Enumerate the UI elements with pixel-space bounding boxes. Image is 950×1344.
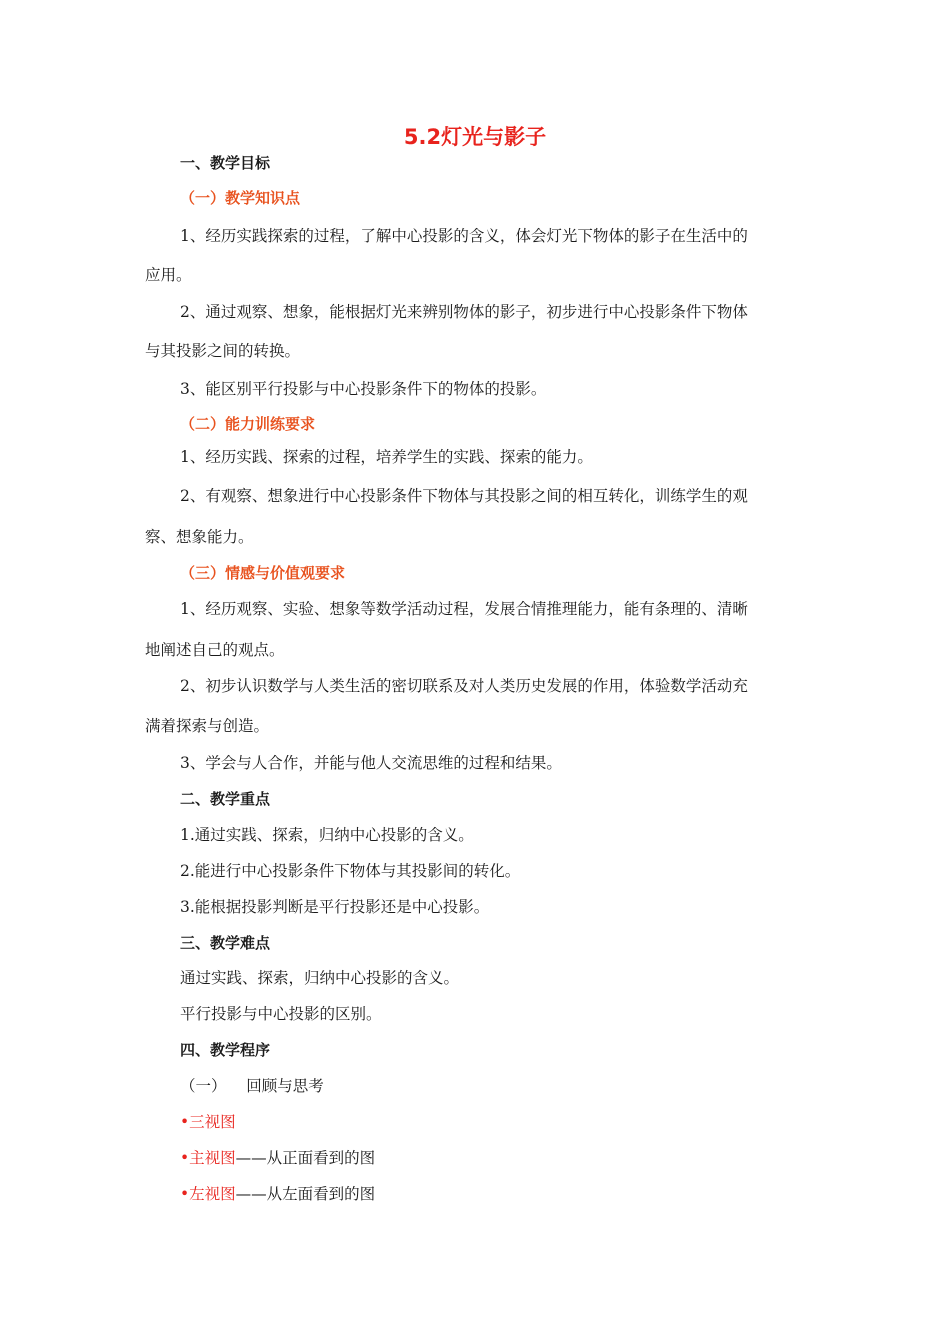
bullet-three-views: •三视图 [180,1113,236,1131]
paragraph-7a: 2、初步认识数学与人类生活的密切联系及对人类历史发展的作用，体验数学活动充 [180,677,748,695]
paragraph-4: 1、经历实践、探索的过程，培养学生的实践、探索的能力。 [180,448,593,466]
bullet-front-view [180,1148,375,1168]
paragraph-6a: 1、经历观察、实验、想象等数学活动过程，发展合情推理能力，能有条理的、清晰 [180,600,748,618]
procedure-subheading-review: （一） 回顾与思考 [180,1077,324,1095]
bullet-left-view [180,1184,375,1204]
paragraph-8: 3、学会与人合作，并能与他人交流思维的过程和结果。 [180,754,562,772]
section-heading-key-points: 二、教学重点 [180,790,271,808]
section-heading-objectives: 一、教学目标 [180,154,271,172]
paragraph-7b: 满着探索与创造。 [145,717,270,735]
difficulty-2: 平行投影与中心投影的区别。 [180,1005,382,1023]
document-title: 5.2灯光与影子 [403,125,547,149]
subheading-knowledge: （一）教学知识点 [180,189,301,207]
paragraph-6b: 地阐述自己的观点。 [145,641,285,659]
paragraph-3: 3、能区别平行投影与中心投影条件下的物体的投影。 [180,380,547,398]
section-heading-procedure: 四、教学程序 [180,1041,271,1059]
subheading-ability: （二）能力训练要求 [180,415,316,433]
bullet-left-view-term: •左视图 [180,1185,236,1203]
paragraph-5b: 察、想象能力。 [145,528,254,546]
paragraph-2b: 与其投影之间的转换。 [145,342,301,360]
paragraph-2a: 2、通过观察、想象，能根据灯光来辨别物体的影子，初步进行中心投影条件下物体 [180,303,748,321]
bullet-left-view-desc: ——从左面看到的图 [235,1185,376,1203]
section-heading-difficulties: 三、教学难点 [180,934,271,952]
bullet-front-view-term: •主视图 [180,1149,236,1167]
paragraph-1b: 应用。 [145,266,192,284]
key-point-3: 3.能根据投影判断是平行投影还是中心投影。 [180,898,490,916]
key-point-1: 1.通过实践、探索，归纳中心投影的含义。 [180,826,474,844]
paragraph-5a: 2、有观察、想象进行中心投影条件下物体与其投影之间的相互转化，训练学生的观 [180,487,748,505]
bullet-front-view-desc: ——从正面看到的图 [235,1149,376,1167]
difficulty-1: 通过实践、探索，归纳中心投影的含义。 [180,969,460,987]
subheading-emotion: （三）情感与价值观要求 [180,564,346,582]
key-point-2: 2.能进行中心投影条件下物体与其投影间的转化。 [180,862,521,880]
paragraph-1a: 1、经历实践探索的过程，了解中心投影的含义，体会灯光下物体的影子在生活中的 [180,227,748,245]
